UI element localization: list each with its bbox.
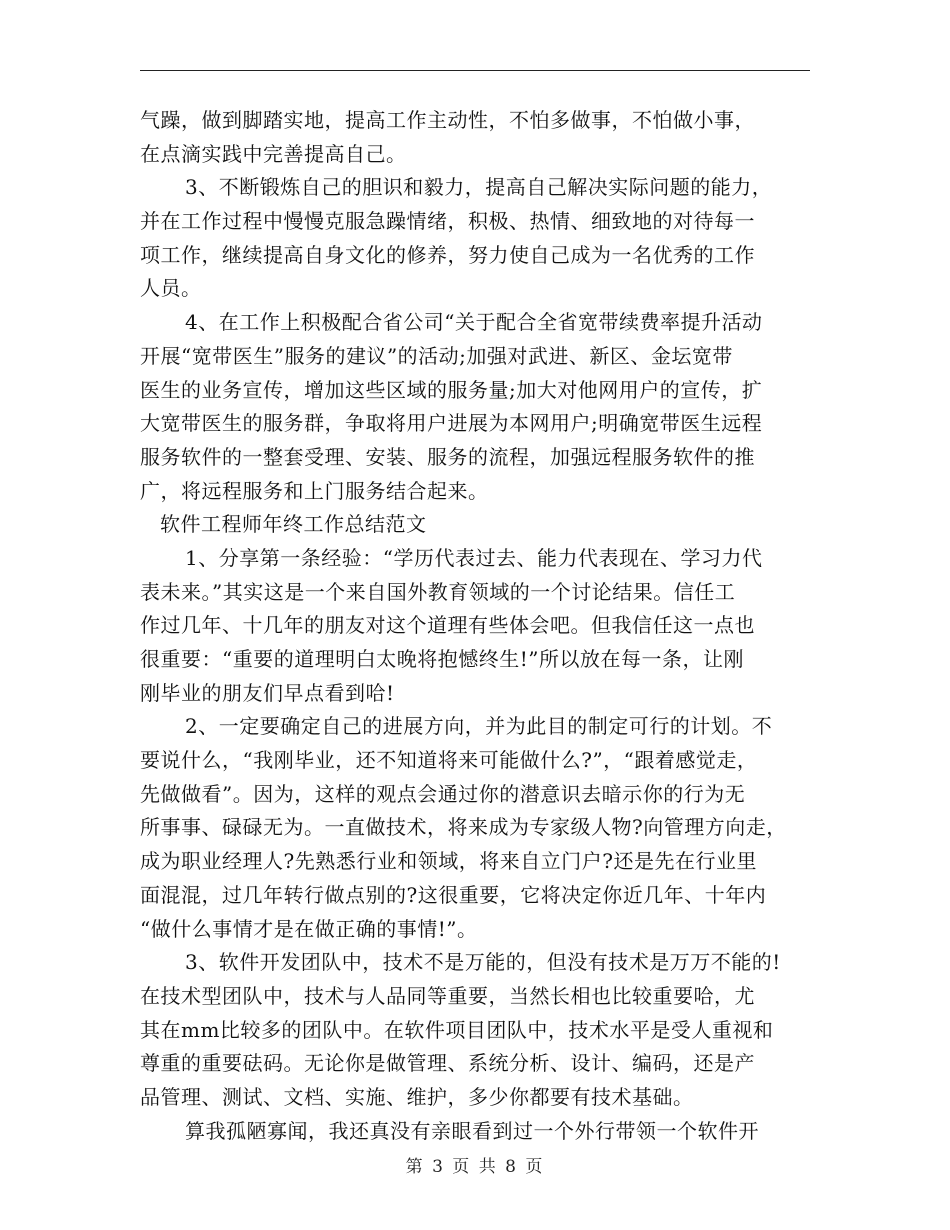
text-line: 其在mm比较多的团队中。在软件项目团队中，技术水平是受人重视和 — [140, 1017, 774, 1042]
text-line: 3、软件开发团队中，技术不是万能的，但没有技术是万万不能的! — [185, 950, 781, 975]
text-line: 服务软件的一整套受理、安装、服务的流程，加强远程服务软件的推 — [140, 444, 755, 469]
text-line: 很重要：“重要的道理明白太晚将抱憾终生!”所以放在每一条，让刚 — [140, 647, 744, 671]
text-line: 要说什么，“我刚毕业，还不知道将来可能做什么?”，“跟着感觉走， — [140, 748, 758, 773]
text-line: 4、在工作上积极配合省公司“关于配合全省宽带续费率提升活动 — [185, 310, 763, 335]
text-line: “做什么事情才是在做正确的事情!”。 — [140, 916, 478, 941]
page-footer: 第 3 页 共 8 页 — [405, 1157, 545, 1177]
text-line: 大宽带医生的服务群，争取将用户进展为本网用户;明确宽带医生远程 — [140, 411, 763, 436]
text-line: 算我孤陋寡闻，我还真没有亲眼看到过一个外行带领一个软件开 — [185, 1118, 759, 1143]
text-line: 表未来。”其实这是一个来自国外教育领域的一个讨论结果。信任工 — [140, 579, 736, 604]
text-line: 在技术型团队中，技术与人品同等重要，当然长相也比较重要哈，尤 — [140, 983, 755, 1008]
text-line: 刚毕业的朋友们早点看到哈! — [140, 680, 395, 705]
text-line: 人员。 — [140, 276, 202, 301]
document-body — [140, 104, 810, 1148]
text-line: 项工作，继续提高自身文化的修养，努力使自己成为一名优秀的工作 — [140, 242, 755, 267]
text-line: 成为职业经理人?先熟悉行业和领域，将来自立门户?还是先在行业里 — [140, 849, 757, 874]
text-line: 尊重的重要砝码。无论你是做管理、系统分析、设计、编码，还是产 — [140, 1051, 755, 1076]
section-title: 软件工程师年终工作总结范文 — [160, 512, 427, 537]
text-line: 2、一定要确定自己的进展方向，并为此目的制定可行的计划。不 — [185, 714, 773, 739]
text-line: 作过几年、十几年的朋友对这个道理有些体会吧。但我信任这一点也 — [140, 613, 755, 638]
text-line: 气躁，做到脚踏实地，提高工作主动性，不怕多做事，不怕做小事， — [140, 108, 755, 132]
text-line: 品管理、测试、文档、实施、维护，多少你都要有技术基础。 — [140, 1084, 694, 1109]
text-line: 所事事、碌碌无为。一直做技术，将来成为专家级人物?向管理方向走， — [140, 815, 787, 840]
text-line: 先做做看”。因为，这样的观点会通过你的潜意识去暗示你的行为无 — [140, 781, 746, 806]
text-line: 3、不断锻炼自己的胆识和毅力，提高自己解决实际问题的能力， — [185, 175, 773, 200]
text-line: 面混混，过几年转行做点别的?这很重要，它将决定你近几年、十年内 — [140, 882, 767, 907]
header-rule — [140, 70, 810, 71]
text-line: 1、分享第一条经验：“学历代表过去、能力代表现在、学习力代 — [185, 545, 763, 570]
text-line: 并在工作过程中慢慢克服急躁情绪，积极、热情、细致地的对待每一 — [140, 209, 755, 234]
text-line: 开展“宽带医生”服务的建议”的活动;加强对武进、新区、金坛宽带 — [140, 343, 733, 368]
text-line: 广，将远程服务和上门服务结合起来。 — [140, 478, 489, 503]
text-line: 在点滴实践中完善提高自己。 — [140, 141, 407, 166]
text-line: 医生的业务宣传，增加这些区域的服务量;加大对他网用户的宣传，扩 — [140, 377, 763, 402]
